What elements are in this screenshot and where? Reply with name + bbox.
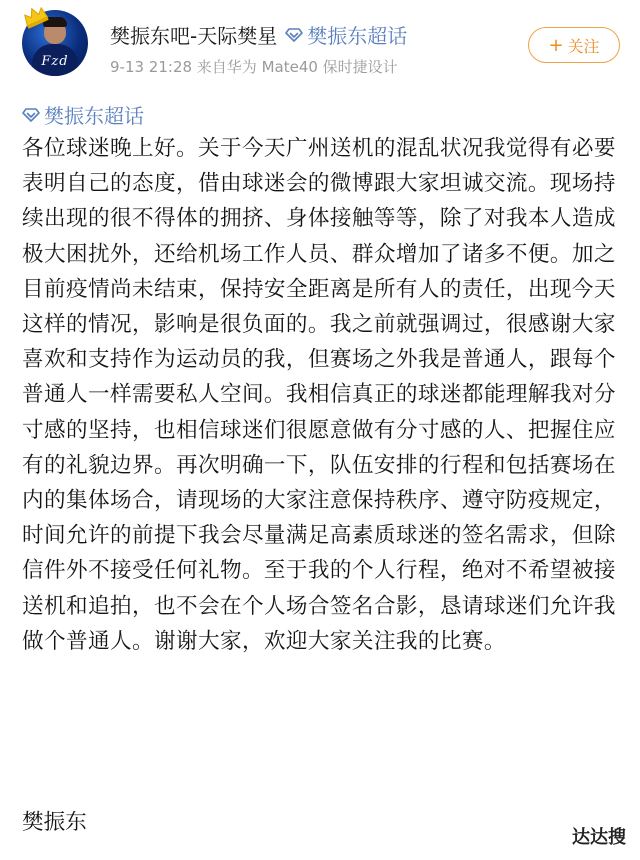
post-meta: 9-13 21:28 来自华为 Mate40 保时捷设计 (110, 58, 398, 76)
post-body-text: 各位球迷晚上好。关于今天广州送机的混乱状况我觉得有必要表明自己的态度，借由球迷会的微博跟大家坦诚交流。现场持续出现的很不得体的拥挤、身体接触等等，除了对我本人造成极大困扰外，还给机场工作人员、群众增加了诸多不便。加之目前疫情尚未结束，保持安全距离是所有人的责任，出现今天这样的情况，影响是很负面的。我之前就强调过，很感谢大家喜欢和支持作为运动员的我，但赛场之外我是普通人，跟每个普通人一样需要私人空间。我相信真正的球迷都能理解我对分寸感的坚持，也相信球迷们很愿意做有分寸感的人、把握住应有的礼貌边界。再次明确一下，队伍安排的行程和包括赛场在内的集体场合，请现场的大家注意保持秩序、遵守防疫规定，时间允许的前提下我会尽量满足高素质球迷的签名需求，但除信件外不接受任何礼物。至于我的个人行程，绝对不希望被接送机和追拍，也不会在个人场合签名合影，恳请球迷们允许我做个普通人。谢谢大家，欢迎大家关注我的比赛。 (22, 136, 616, 654)
post-topic-tag[interactable] (22, 100, 144, 129)
diamond-topic-icon (285, 28, 303, 42)
post-topic-label: 樊振东超话 (44, 104, 144, 128)
plus-icon: + (548, 34, 564, 56)
avatar-container[interactable] (22, 10, 88, 76)
post-header (0, 0, 640, 96)
avatar-signature: Fzd (41, 54, 69, 69)
follow-button[interactable] (528, 27, 620, 63)
username[interactable]: 樊振东吧-天际樊星 (110, 24, 278, 48)
follow-label: 关注 (567, 36, 600, 56)
name-row (110, 20, 407, 49)
header-topic-tag[interactable] (285, 20, 407, 49)
diamond-topic-icon (22, 108, 40, 122)
post-signature: 樊振东 (22, 810, 87, 835)
watermark: 达达搜 (572, 827, 626, 848)
header-topic-label: 樊振东超话 (307, 24, 408, 48)
